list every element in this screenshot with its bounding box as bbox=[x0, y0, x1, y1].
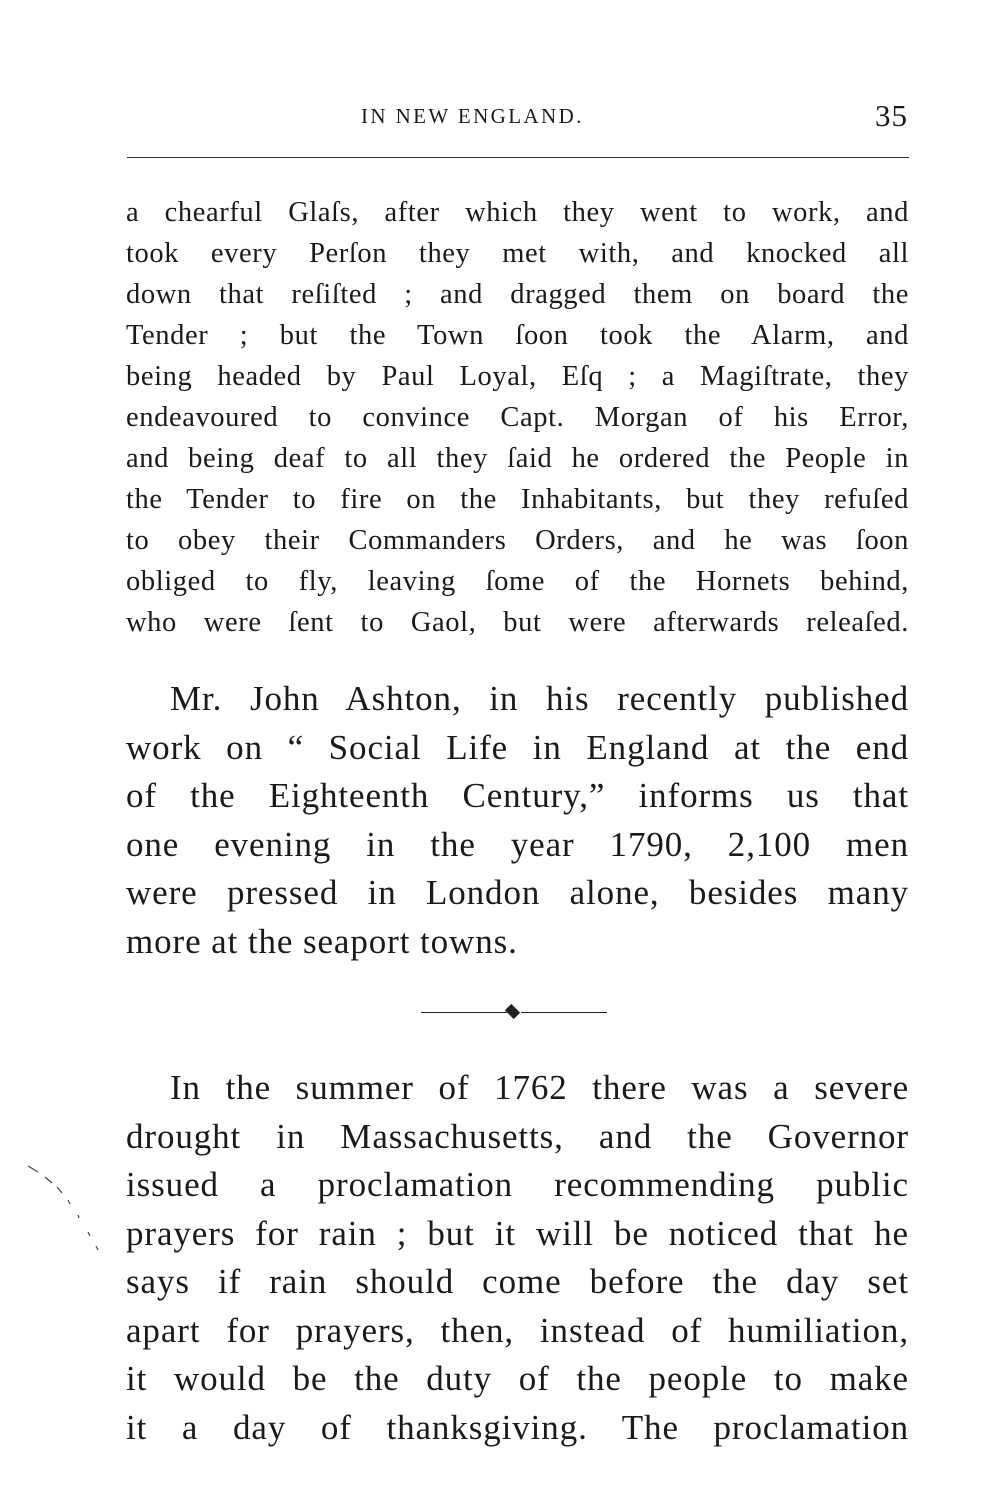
text-line: In the summer of 1762 there was a severe bbox=[170, 1068, 909, 1107]
text-line: prayers for rain ; but it will be noticed that he bbox=[126, 1213, 909, 1253]
running-head bbox=[125, 98, 910, 138]
text-line: who were ſent to Gaol, but were afterwards releaſed. bbox=[126, 607, 909, 638]
text-line: of the Eighteenth Century,” informs us that bbox=[126, 776, 909, 815]
text-line: a chearful Glaſs, after which they went to work, and bbox=[126, 197, 909, 228]
page-number: 35 bbox=[875, 98, 908, 133]
text-line: apart for prayers, then, instead of humiliation, bbox=[126, 1310, 909, 1350]
text-line: one evening in the year 1790, 2,100 men bbox=[126, 824, 909, 864]
text-line: drought in Massachusetts, and the Governor bbox=[126, 1116, 909, 1156]
text-line: Tender ; but the Town ſoon took the Alarm, and bbox=[126, 320, 909, 351]
ashton-paragraph bbox=[126, 675, 909, 966]
header-rule bbox=[127, 157, 909, 158]
text-line: issued a proclamation recommending public bbox=[126, 1165, 909, 1204]
text-line: to obey their Commanders Orders, and he was ſoon bbox=[126, 525, 909, 556]
text-line: obliged to fly, leaving ſome of the Hornets behind, bbox=[126, 566, 909, 597]
text-line: took every Perſon they met with, and knocked all bbox=[126, 238, 909, 269]
text-line: and being deaf to all they ſaid he ordered the People in bbox=[126, 443, 909, 474]
quoted-passage bbox=[126, 192, 909, 643]
text-line: work on “ Social Life in England at the end bbox=[126, 727, 909, 767]
text-line: it would be the duty of the people to make bbox=[126, 1359, 909, 1398]
divider-rule-right bbox=[521, 1012, 607, 1013]
divider-rule-left bbox=[421, 1012, 507, 1013]
drought-paragraph bbox=[126, 1064, 909, 1452]
text-line: being headed by Paul Loyal, Eſq ; a Magiſtrate, they bbox=[126, 361, 909, 392]
diamond-icon bbox=[505, 1004, 520, 1019]
text-line: down that reſiſted ; and dragged them on board the bbox=[126, 279, 909, 310]
text-line: Mr. John Ashton, in his recently published bbox=[170, 679, 909, 718]
text-line: endeavoured to convince Capt. Morgan of his Error, bbox=[126, 402, 909, 433]
text-line: it a day of thanksgiving. The proclamation bbox=[126, 1407, 909, 1447]
section-divider-ornament bbox=[421, 1005, 607, 1021]
text-line: the Tender to fire on the Inhabitants, but they refuſed bbox=[126, 484, 909, 515]
text-line: more at the seaport towns. bbox=[126, 921, 518, 961]
text-line: were pressed in London alone, besides many bbox=[126, 873, 909, 912]
running-title: IN NEW ENGLAND. bbox=[361, 104, 584, 128]
text-line: says if rain should come before the day set bbox=[126, 1262, 909, 1301]
stray-mark bbox=[28, 1166, 98, 1250]
